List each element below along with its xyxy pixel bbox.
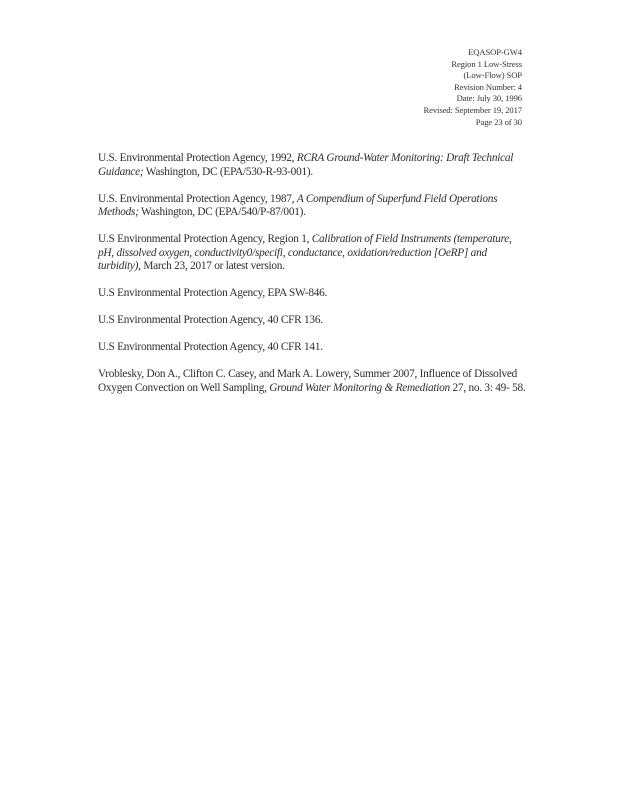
header-region: Region 1 Low-Stress: [451, 58, 522, 69]
reference-item: [98, 341, 528, 355]
reference-item: [98, 314, 528, 328]
reference-item: [98, 152, 528, 179]
reference-title: RCRA Ground-Water Monitoring: Draft Technical Guidance;: [98, 152, 514, 178]
reference-text: U.S Environmental Protection Agency, EPA SW-846.: [98, 287, 328, 299]
reference-item: [98, 233, 528, 274]
reference-text: U.S Environmental Protection Agency, 40 CFR 141.: [98, 341, 323, 353]
header-type: (Low-Flow) SOP: [463, 70, 522, 81]
reference-item: [98, 368, 528, 395]
reference-detail: Washington, DC (EPA/530-R-93-001).: [143, 165, 313, 178]
reference-list: [98, 152, 528, 409]
reference-detail: March 23, 2017 or latest version.: [140, 260, 285, 272]
sop-header: [424, 47, 523, 128]
reference-detail: 27, no. 3: 49- 58.: [449, 381, 526, 394]
reference-title: Ground Water Monitoring & Remediation: [269, 381, 450, 394]
reference-title: Calibration of Field Instruments (temperature, pH, dissolved oxygen, conductivity0/specifi, conductance, oxidation/reduction [OeRP] and turbidity),: [98, 233, 512, 272]
reference-text: U.S Environmental Protection Agency, Region 1,: [98, 233, 312, 245]
reference-detail: Washington, DC (EPA/540/P-87/001).: [138, 206, 306, 218]
reference-text: U.S. Environmental Protection Agency, 1987,: [98, 192, 297, 205]
reference-text: Vroblesky, Don A., Clifton C. Casey, and Mark A. Lowery, Summer 2007, Influence of Dissolved Oxygen Convection on Well Sampling,: [98, 368, 518, 394]
reference-text: U.S Environmental Protection Agency, 40 CFR 136.: [98, 314, 323, 326]
header-revised: Revised: September 19, 2017: [423, 104, 522, 115]
header-page-number: Page 23 of 30: [475, 116, 522, 127]
header-revision: Revision Number: 4: [454, 81, 522, 92]
header-date: Date: July 30, 1996: [456, 93, 522, 104]
reference-item: [98, 193, 528, 220]
reference-item: [98, 287, 528, 301]
reference-title: A Compendium of Superfund Field Operations Methods;: [98, 192, 498, 218]
reference-text: U.S. Environmental Protection Agency, 1992,: [98, 152, 297, 164]
header-doc-id: EQASOP-GW4: [468, 47, 522, 57]
